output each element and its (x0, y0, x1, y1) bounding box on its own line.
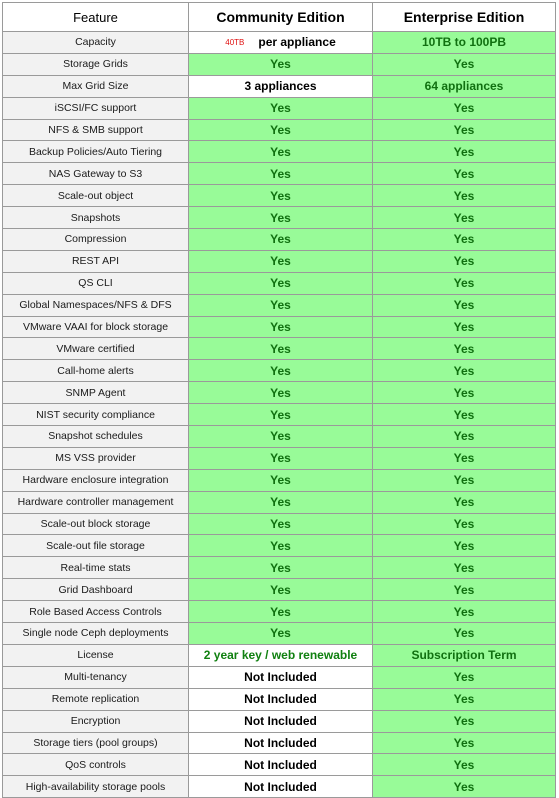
community-value-cell: 3 appliances (189, 75, 373, 97)
community-value-cell: Yes (189, 163, 373, 185)
enterprise-value-cell: Yes (373, 316, 556, 338)
feature-name-cell: Snapshot schedules (3, 426, 189, 448)
feature-name-cell: VMware VAAI for block storage (3, 316, 189, 338)
table-row (3, 75, 556, 97)
header-row (3, 3, 556, 32)
community-value-cell: Yes (189, 119, 373, 141)
enterprise-value-cell: Yes (373, 623, 556, 645)
feature-name-cell: Encryption (3, 710, 189, 732)
community-value-cell: Yes (189, 207, 373, 229)
community-value-cell: Yes (189, 404, 373, 426)
feature-name-cell: Storage tiers (pool groups) (3, 732, 189, 754)
table-row (3, 338, 556, 360)
community-value-cell: Yes (189, 53, 373, 75)
enterprise-value-cell: Yes (373, 53, 556, 75)
table-body (3, 32, 556, 798)
community-value-cell: Yes (189, 294, 373, 316)
table-row (3, 53, 556, 75)
feature-name-cell: QoS controls (3, 754, 189, 776)
community-value-cell: Yes (189, 623, 373, 645)
community-value-cell: Yes (189, 338, 373, 360)
table-row (3, 513, 556, 535)
table-row (3, 229, 556, 251)
table-row (3, 447, 556, 469)
feature-name-cell: Scale-out file storage (3, 535, 189, 557)
community-value-cell: Yes (189, 272, 373, 294)
feature-name-cell: QS CLI (3, 272, 189, 294)
enterprise-value-cell: Yes (373, 447, 556, 469)
community-value-cell: 2 year key / web renewable (189, 644, 373, 666)
table-row (3, 404, 556, 426)
table-row (3, 579, 556, 601)
community-value-cell: Not Included (189, 732, 373, 754)
table-row (3, 316, 556, 338)
enterprise-value-cell: Yes (373, 250, 556, 272)
community-value-cell: Not Included (189, 776, 373, 798)
community-value-cell: Yes (189, 316, 373, 338)
feature-name-cell: Role Based Access Controls (3, 601, 189, 623)
feature-name-cell: License (3, 644, 189, 666)
community-value-cell: Yes (189, 601, 373, 623)
community-value-cell: Yes (189, 141, 373, 163)
feature-name-cell: Multi-tenancy (3, 666, 189, 688)
enterprise-value-cell: Yes (373, 513, 556, 535)
community-value-cell: Not Included (189, 710, 373, 732)
feature-name-cell: Backup Policies/Auto Tiering (3, 141, 189, 163)
table-row (3, 32, 556, 54)
community-value-cell: Yes (189, 535, 373, 557)
table-row (3, 601, 556, 623)
enterprise-value-cell: Yes (373, 338, 556, 360)
feature-name-cell: Remote replication (3, 688, 189, 710)
enterprise-value-cell: Yes (373, 732, 556, 754)
table-row (3, 272, 556, 294)
community-value-cell: Yes (189, 185, 373, 207)
feature-name-cell: REST API (3, 250, 189, 272)
enterprise-value-cell: Yes (373, 141, 556, 163)
community-value-cell: Yes (189, 97, 373, 119)
feature-name-cell: Snapshots (3, 207, 189, 229)
table-row (3, 688, 556, 710)
edition-comparison-table (2, 2, 556, 798)
table-row (3, 185, 556, 207)
enterprise-value-cell: Yes (373, 754, 556, 776)
enterprise-value-cell: Yes (373, 382, 556, 404)
community-value-cell: Yes (189, 426, 373, 448)
enterprise-value-cell: Yes (373, 688, 556, 710)
table-row (3, 776, 556, 798)
table-row (3, 163, 556, 185)
enterprise-value-cell: Yes (373, 272, 556, 294)
enterprise-value-cell: Yes (373, 229, 556, 251)
feature-name-cell: Max Grid Size (3, 75, 189, 97)
table-row (3, 360, 556, 382)
enterprise-value-cell: Yes (373, 119, 556, 141)
table-row (3, 491, 556, 513)
community-value-cell: Yes (189, 557, 373, 579)
community-value-text: per appliance (258, 35, 336, 50)
table-row (3, 426, 556, 448)
enterprise-value-cell: Yes (373, 207, 556, 229)
enterprise-value-cell: Yes (373, 491, 556, 513)
feature-name-cell: Single node Ceph deployments (3, 623, 189, 645)
feature-name-cell: MS VSS provider (3, 447, 189, 469)
feature-name-cell: Hardware controller management (3, 491, 189, 513)
enterprise-value-cell: Yes (373, 404, 556, 426)
enterprise-value-cell: Yes (373, 163, 556, 185)
table-row (3, 557, 556, 579)
enterprise-value-cell: Yes (373, 579, 556, 601)
community-value-cell: Not Included (189, 754, 373, 776)
community-value-cell (189, 32, 373, 54)
table-row (3, 732, 556, 754)
community-value-cell: Yes (189, 447, 373, 469)
feature-name-cell: NFS & SMB support (3, 119, 189, 141)
feature-name-cell: Global Namespaces/NFS & DFS (3, 294, 189, 316)
feature-name-cell: Storage Grids (3, 53, 189, 75)
feature-name-cell: Real-time stats (3, 557, 189, 579)
table-row (3, 382, 556, 404)
feature-name-cell: NIST security compliance (3, 404, 189, 426)
feature-name-cell: Capacity (3, 32, 189, 54)
table-row (3, 250, 556, 272)
table-row (3, 469, 556, 491)
feature-name-cell: iSCSI/FC support (3, 97, 189, 119)
enterprise-value-cell: Yes (373, 601, 556, 623)
enterprise-value-cell: Yes (373, 426, 556, 448)
enterprise-column-header: Enterprise Edition (373, 3, 556, 32)
enterprise-value-cell: Yes (373, 360, 556, 382)
comparison-table-wrapper (2, 2, 555, 798)
community-column-header: Community Edition (189, 3, 373, 32)
community-value-cell: Not Included (189, 688, 373, 710)
community-value-cell: Yes (189, 491, 373, 513)
table-row (3, 710, 556, 732)
table-row (3, 754, 556, 776)
enterprise-value-cell: Subscription Term (373, 644, 556, 666)
community-value-cell: Not Included (189, 666, 373, 688)
table-row (3, 623, 556, 645)
enterprise-value-cell: Yes (373, 535, 556, 557)
enterprise-value-cell: 64 appliances (373, 75, 556, 97)
feature-name-cell: Hardware enclosure integration (3, 469, 189, 491)
feature-name-cell: High-availability storage pools (3, 776, 189, 798)
enterprise-value-cell: 10TB to 100PB (373, 32, 556, 54)
enterprise-value-cell: Yes (373, 185, 556, 207)
feature-column-header: Feature (3, 3, 189, 32)
table-row (3, 644, 556, 666)
feature-name-cell: Call-home alerts (3, 360, 189, 382)
enterprise-value-cell: Yes (373, 294, 556, 316)
feature-name-cell: SNMP Agent (3, 382, 189, 404)
enterprise-value-cell: Yes (373, 666, 556, 688)
enterprise-value-cell: Yes (373, 710, 556, 732)
feature-name-cell: Compression (3, 229, 189, 251)
feature-name-cell: NAS Gateway to S3 (3, 163, 189, 185)
feature-name-cell: Scale-out block storage (3, 513, 189, 535)
table-row (3, 666, 556, 688)
community-value-cell: Yes (189, 469, 373, 491)
table-row (3, 294, 556, 316)
community-value-cell: Yes (189, 579, 373, 601)
feature-name-cell: VMware certified (3, 338, 189, 360)
table-row (3, 141, 556, 163)
enterprise-value-cell: Yes (373, 97, 556, 119)
enterprise-value-cell: Yes (373, 776, 556, 798)
community-value-cell: Yes (189, 250, 373, 272)
enterprise-value-cell: Yes (373, 557, 556, 579)
table-row (3, 119, 556, 141)
table-row (3, 535, 556, 557)
table-row (3, 207, 556, 229)
feature-name-cell: Scale-out object (3, 185, 189, 207)
community-value-cell: Yes (189, 360, 373, 382)
community-value-cell: Yes (189, 229, 373, 251)
table-row (3, 97, 556, 119)
community-value-cell: Yes (189, 513, 373, 535)
capacity-note: 40TB (225, 38, 245, 48)
feature-name-cell: Grid Dashboard (3, 579, 189, 601)
enterprise-value-cell: Yes (373, 469, 556, 491)
community-value-cell: Yes (189, 382, 373, 404)
